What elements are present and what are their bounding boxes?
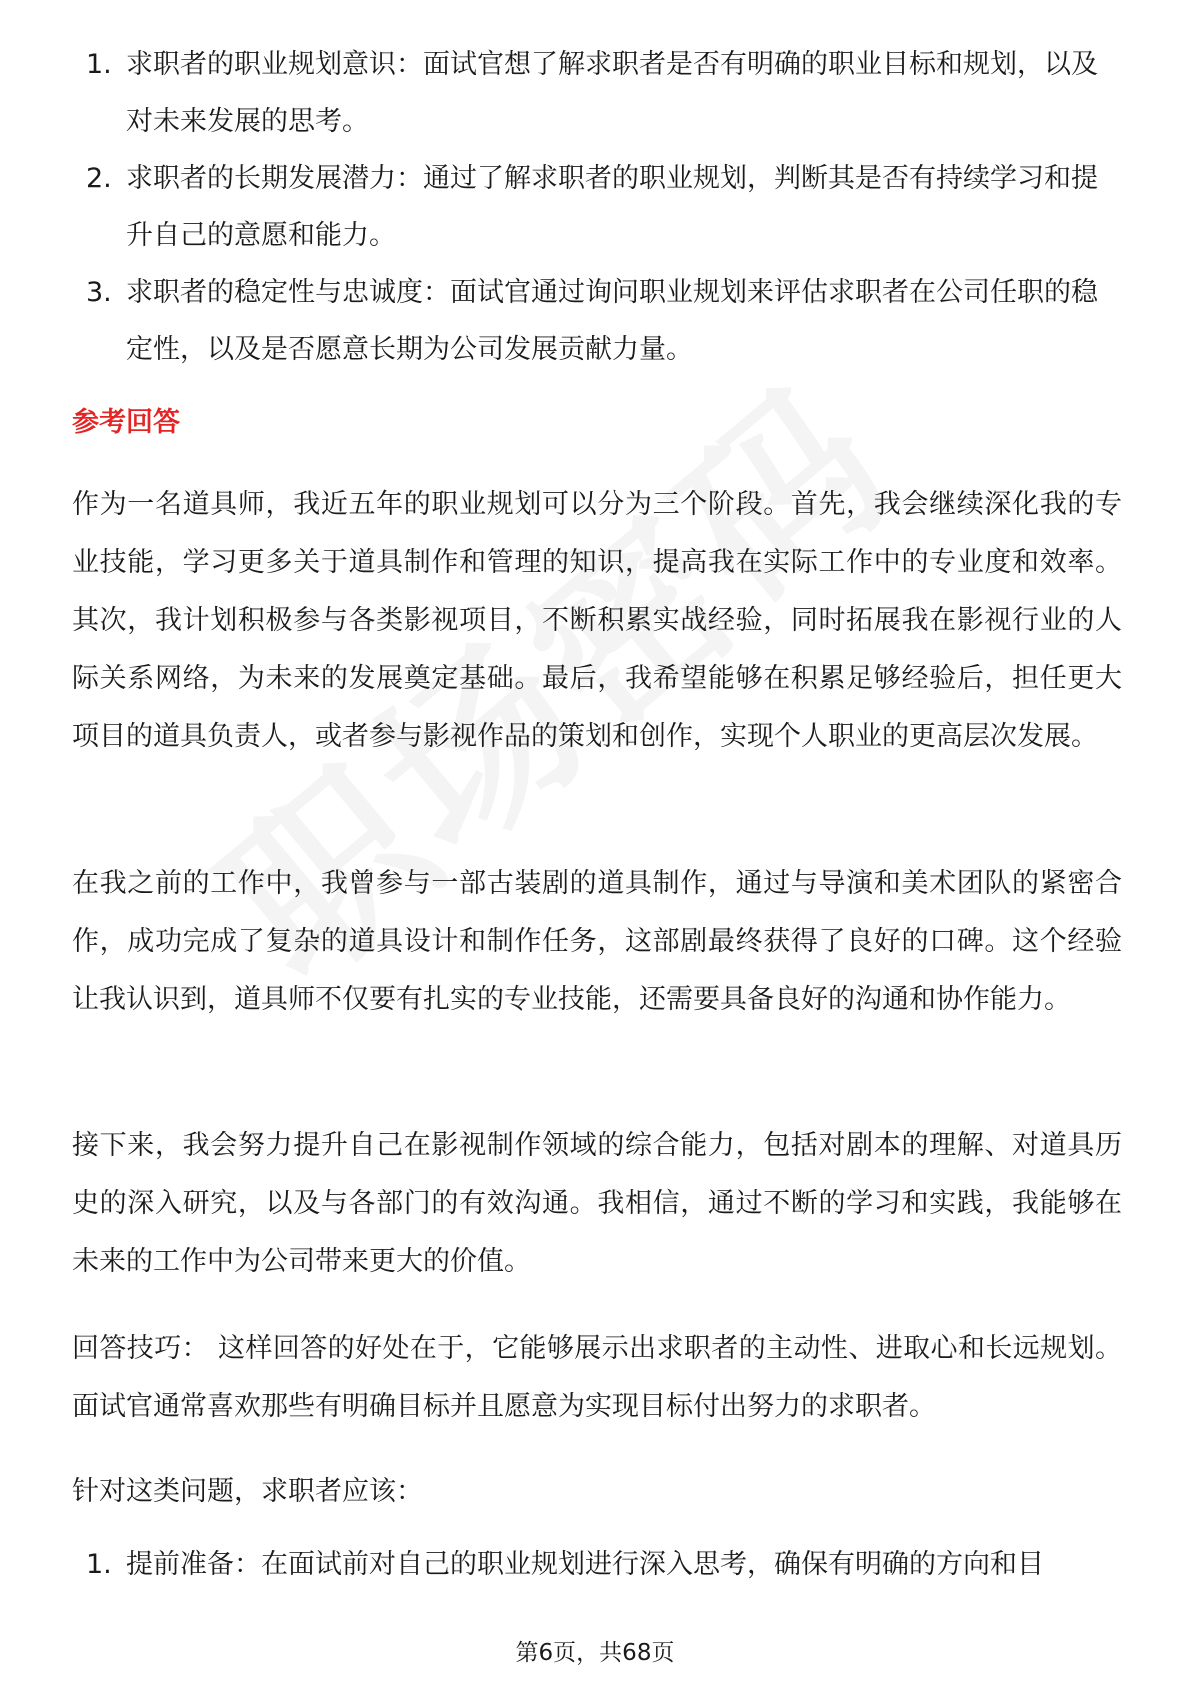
answer-paragraph-1: 作为一名道具师，我近五年的职业规划可以分为三个阶段。首先，我会继续深化我的专业技能，学习更多关于道具制作和管理的知识，提高我在实际工作中的专业度和效率。其次，我计划积极参与各类影视项目，不断积累实战经验，同时拓展我在影视行业的人际关系网络，为未来的发展奠定基础。最后，我希望能够在积累足够经验后，担任更大项目的道具负责人，或者参与影视作品的策划和创作，实现个人职业的更高层次发展。 <box>72 489 1122 752</box>
list-item-number: 1. <box>86 1549 112 1580</box>
section-heading: 参考回答 <box>72 407 180 438</box>
list-item <box>80 36 1120 150</box>
list-item-text: 提前准备：在面试前对自己的职业规划进行深入思考，确保有明确的方向和目 <box>126 1549 1044 1580</box>
list-item <box>80 1536 1120 1593</box>
evaluation-points-list <box>80 36 1120 378</box>
advice-list <box>80 1536 1120 1593</box>
answer-tips-paragraph: 回答技巧： 这样回答的好处在于，它能够展示出求职者的主动性、进取心和长远规划。面试官通常喜欢那些有明确目标并且愿意为实现目标付出努力的求职者。 <box>72 1333 1122 1422</box>
list-item-number: 1. <box>86 49 112 80</box>
list-item-text: 求职者的职业规划意识：面试官想了解求职者是否有明确的职业目标和规划，以及对未来发展的思考。 <box>126 49 1098 137</box>
list-item-number: 2. <box>86 163 112 194</box>
page-number-footer: 第6页，共68页 <box>515 1640 675 1666</box>
list-item-number: 3. <box>86 277 112 308</box>
answer-paragraph-2: 在我之前的工作中，我曾参与一部古装剧的道具制作，通过与导演和美术团队的紧密合作，成功完成了复杂的道具设计和制作任务，这部剧最终获得了良好的口碑。这个经验让我认识到，道具师不仅要有扎实的专业技能，还需要具备良好的沟通和协作能力。 <box>72 868 1122 1015</box>
list-item <box>80 150 1120 264</box>
advice-intro-paragraph: 针对这类问题，求职者应该： <box>72 1476 423 1507</box>
answer-paragraph-3: 接下来，我会努力提升自己在影视制作领域的综合能力，包括对剧本的理解、对道具历史的深入研究，以及与各部门的有效沟通。我相信，通过不断的学习和实践，我能够在未来的工作中为公司带来更大的价值。 <box>72 1130 1122 1277</box>
list-item-text: 求职者的长期发展潜力：通过了解求职者的职业规划，判断其是否有持续学习和提升自己的意愿和能力。 <box>126 163 1098 251</box>
list-item <box>80 264 1120 378</box>
list-item-text: 求职者的稳定性与忠诚度：面试官通过询问职业规划来评估求职者在公司任职的稳定性，以及是否愿意长期为公司发展贡献力量。 <box>126 277 1098 365</box>
